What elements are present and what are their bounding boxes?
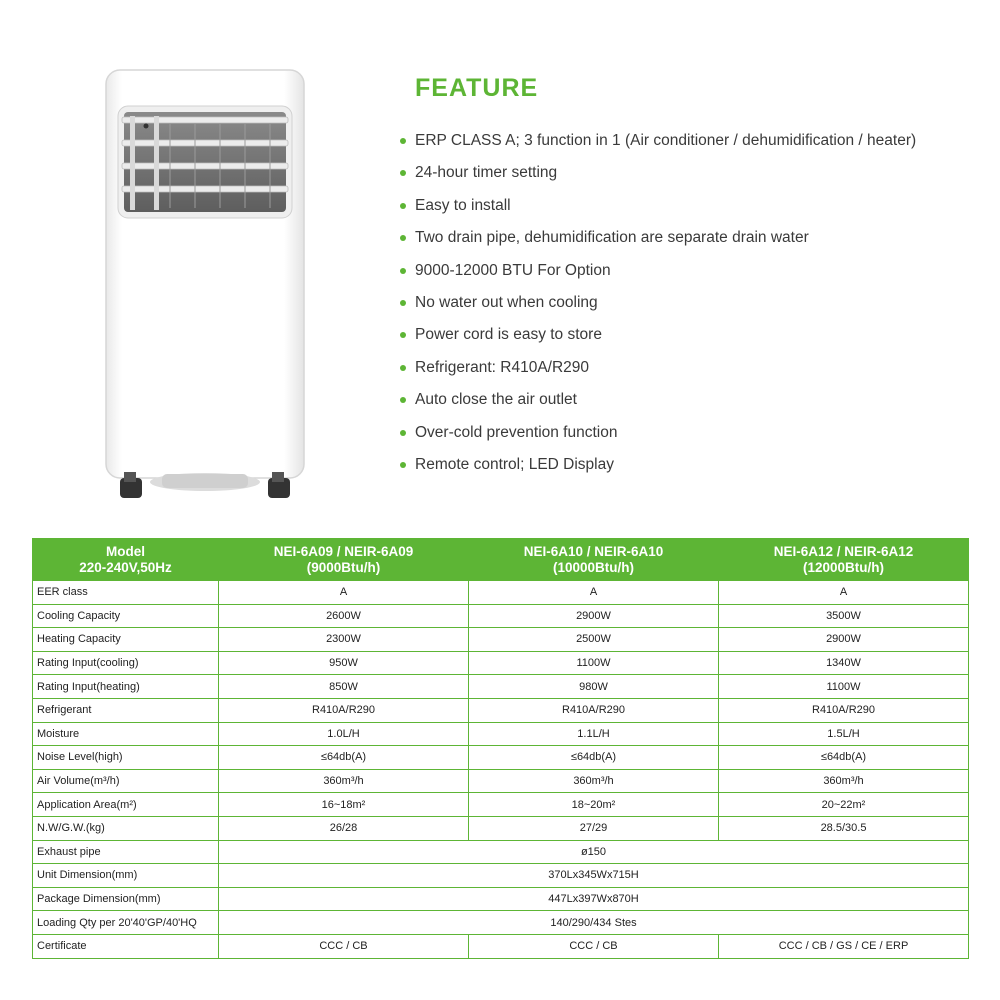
- feature-text: Auto close the air outlet: [415, 391, 577, 409]
- row-label: N.W/G.W.(kg): [33, 816, 219, 840]
- feature-item: [399, 195, 916, 227]
- bullet-icon: [400, 268, 406, 274]
- cell: A: [219, 581, 469, 605]
- product-image: [100, 68, 310, 503]
- feature-item: [399, 357, 916, 389]
- table-row: [33, 864, 969, 888]
- row-label: Certificate: [33, 934, 219, 958]
- cell: 3500W: [719, 604, 969, 628]
- cell: R410A/R290: [219, 698, 469, 722]
- feature-text: 24-hour timer setting: [415, 164, 558, 182]
- cell: 980W: [469, 675, 719, 699]
- feature-item: [399, 292, 916, 324]
- cell: 2900W: [469, 604, 719, 628]
- cell: 28.5/30.5: [719, 816, 969, 840]
- table-row: [33, 746, 969, 770]
- cell: 1.0L/H: [219, 722, 469, 746]
- row-label: Package Dimension(mm): [33, 887, 219, 911]
- table-row: [33, 769, 969, 793]
- table-row: [33, 651, 969, 675]
- table-row: [33, 628, 969, 652]
- cell: 2600W: [219, 604, 469, 628]
- table-row: [33, 816, 969, 840]
- table-row: [33, 793, 969, 817]
- feature-item: [399, 389, 916, 421]
- cell: ø150: [219, 840, 969, 864]
- row-label: Moisture: [33, 722, 219, 746]
- cell: A: [719, 581, 969, 605]
- feature-title: FEATURE: [415, 74, 539, 102]
- cell: 140/290/434 Stes: [219, 911, 969, 935]
- table-header-row: [33, 539, 969, 581]
- feature-list: [399, 130, 916, 486]
- cell: 1340W: [719, 651, 969, 675]
- feature-item: [399, 130, 916, 162]
- row-label: Noise Level(high): [33, 746, 219, 770]
- feature-text: ERP CLASS A; 3 function in 1 (Air conditioner / dehumidification / heater): [415, 132, 917, 149]
- cell: 18~20m²: [469, 793, 719, 817]
- bullet-icon: [400, 430, 406, 436]
- table-row: [33, 911, 969, 935]
- feature-text: Power cord is easy to store: [415, 326, 602, 344]
- row-label: Loading Qty per 20'40'GP/40'HQ: [33, 911, 219, 935]
- cell: 16~18m²: [219, 793, 469, 817]
- spec-table: [32, 538, 969, 959]
- row-label: Application Area(m²): [33, 793, 219, 817]
- feature-text: Over-cold prevention function: [415, 423, 618, 441]
- bullet-icon: [400, 138, 406, 144]
- cell: CCC / CB: [219, 934, 469, 958]
- row-label: Rating Input(heating): [33, 675, 219, 699]
- feature-text: Two drain pipe, dehumidification are separate drain water: [415, 229, 809, 247]
- cell: CCC / CB: [469, 934, 719, 958]
- feature-item: [399, 227, 916, 259]
- row-label: Rating Input(cooling): [33, 651, 219, 675]
- table-row: [33, 675, 969, 699]
- feature-text: Easy to install: [415, 196, 511, 214]
- feature-text: No water out when cooling: [415, 293, 598, 311]
- bullet-icon: [400, 332, 406, 338]
- cell: 20~22m²: [719, 793, 969, 817]
- cell: ≤64db(A): [719, 746, 969, 770]
- feature-item: [399, 324, 916, 356]
- bullet-icon: [400, 365, 406, 371]
- feature-text: 9000-12000 BTU For Option: [415, 261, 611, 279]
- cell: 370Lx345Wx715H: [219, 864, 969, 888]
- bullet-icon: [400, 235, 406, 241]
- bullet-icon: [400, 300, 406, 306]
- cell: 2900W: [719, 628, 969, 652]
- bullet-icon: [400, 203, 406, 209]
- row-label: Cooling Capacity: [33, 604, 219, 628]
- feature-item: [399, 454, 916, 486]
- row-label: Air Volume(m³/h): [33, 769, 219, 793]
- cell: ≤64db(A): [219, 746, 469, 770]
- header-model-2: NEI-6A10 / NEIR-6A10 (10000Btu/h): [469, 539, 719, 581]
- cell: 26/28: [219, 816, 469, 840]
- cell: R410A/R290: [469, 698, 719, 722]
- cell: 1100W: [469, 651, 719, 675]
- cell: ≤64db(A): [469, 746, 719, 770]
- cell: 2500W: [469, 628, 719, 652]
- cell: R410A/R290: [719, 698, 969, 722]
- bullet-icon: [400, 170, 406, 176]
- feature-item: [399, 422, 916, 454]
- cell: 850W: [219, 675, 469, 699]
- feature-item: [399, 260, 916, 292]
- header-model-3: NEI-6A12 / NEIR-6A12 (12000Btu/h): [719, 539, 969, 581]
- table-row: [33, 934, 969, 958]
- row-label: Exhaust pipe: [33, 840, 219, 864]
- feature-text: Remote control; LED Display: [415, 455, 614, 473]
- bullet-icon: [400, 462, 406, 468]
- cell: 27/29: [469, 816, 719, 840]
- row-label: Heating Capacity: [33, 628, 219, 652]
- cell: 1100W: [719, 675, 969, 699]
- header-model-1: NEI-6A09 / NEIR-6A09 (9000Btu/h): [219, 539, 469, 581]
- table-row: [33, 840, 969, 864]
- table-row: [33, 581, 969, 605]
- table-row: [33, 698, 969, 722]
- cell: A: [469, 581, 719, 605]
- cell: 447Lx397Wx870H: [219, 887, 969, 911]
- feature-item: [399, 162, 916, 194]
- feature-text: Refrigerant: R410A/R290: [415, 358, 590, 376]
- cell: 360m³/h: [719, 769, 969, 793]
- row-label: Unit Dimension(mm): [33, 864, 219, 888]
- cell: 1.1L/H: [469, 722, 719, 746]
- cell: 2300W: [219, 628, 469, 652]
- row-label: EER class: [33, 581, 219, 605]
- bullet-icon: [400, 397, 406, 403]
- header-model: Model 220-240V,50Hz: [33, 539, 219, 581]
- cell: 360m³/h: [219, 769, 469, 793]
- cell: 1.5L/H: [719, 722, 969, 746]
- table-row: [33, 887, 969, 911]
- cell: 360m³/h: [469, 769, 719, 793]
- cell: CCC / CB / GS / CE / ERP: [719, 934, 969, 958]
- cell: 950W: [219, 651, 469, 675]
- row-label: Refrigerant: [33, 698, 219, 722]
- table-row: [33, 722, 969, 746]
- table-row: [33, 604, 969, 628]
